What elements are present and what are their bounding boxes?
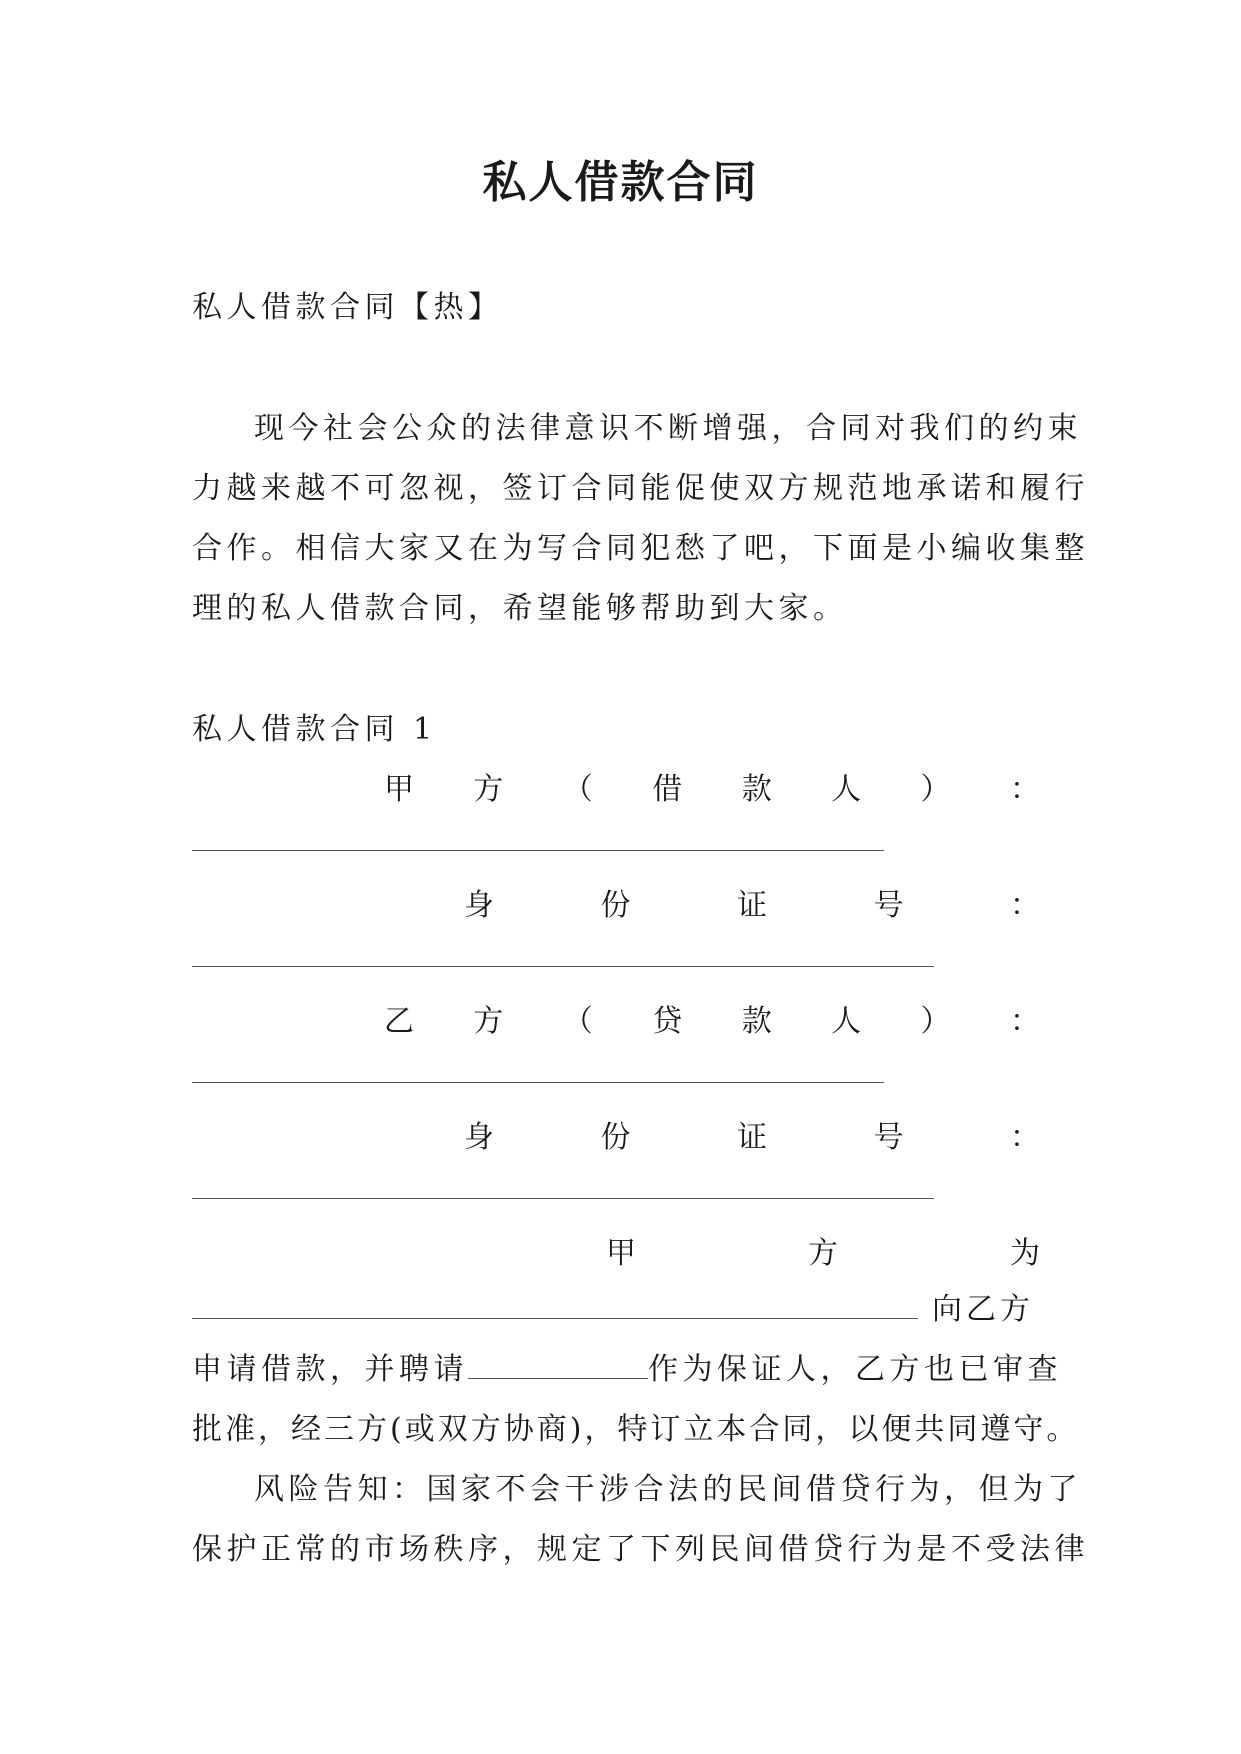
intro-line-3: 合作。相信大家又在为写合同犯愁了吧，下面是小编收集整	[192, 531, 1089, 566]
party-b-char: 人	[831, 1004, 862, 1039]
party-b-char: （	[562, 1004, 593, 1039]
intro-line-4: 理的私人借款合同，希望能够帮助到大家。	[192, 591, 848, 626]
risk-line-2: 保护正常的市场秩序，规定了下列民间借贷行为是不受法律	[192, 1532, 1089, 1567]
party-b-char: 贷	[652, 1004, 683, 1039]
id-a-char: 份	[600, 888, 631, 923]
purpose-row	[606, 1234, 1040, 1274]
document-subtitle: 私人借款合同【热】	[192, 290, 503, 325]
purpose-char: 甲	[606, 1236, 636, 1271]
intro-line-2: 力越来越不可忽视，签订合同能促使双方规范地承诺和履行	[192, 471, 1089, 506]
party-b-char: 方	[473, 1004, 504, 1039]
id-a-char: 身	[464, 888, 494, 923]
party-a-char: 甲	[384, 772, 414, 807]
party-b-blank-line	[192, 1082, 884, 1083]
party-a-char: 人	[831, 772, 862, 807]
document-title: 私人借款合同	[482, 157, 759, 208]
party-b-char: 乙	[384, 1004, 414, 1039]
clause-line-1	[192, 1350, 1062, 1390]
section-heading: 私人借款合同 1	[192, 712, 437, 747]
purpose-line	[192, 1290, 1058, 1330]
id-b-char: ：	[1010, 1120, 1040, 1155]
party-a-char: （	[562, 772, 593, 807]
id-a-char: 号	[873, 888, 904, 923]
id-b-char: 号	[873, 1120, 904, 1155]
clause-line-1-start: 申请借款，并聘请	[192, 1352, 468, 1387]
party-b-label	[384, 1002, 1040, 1042]
risk-line-1: 风险告知：国家不会干涉合法的民间借贷行为，但为了	[254, 1472, 1082, 1507]
id-b-char: 份	[600, 1120, 631, 1155]
id-b-char: 身	[464, 1120, 494, 1155]
party-a-char: 款	[741, 772, 772, 807]
party-a-char: ）	[920, 772, 951, 807]
purpose-tail: 向乙方	[932, 1292, 1034, 1327]
party-b-char: ）	[920, 1004, 951, 1039]
guarantor-blank	[468, 1352, 648, 1379]
party-b-char: ：	[1009, 1004, 1040, 1039]
party-a-id-blank-line	[192, 966, 934, 967]
party-b-id-label	[464, 1118, 1040, 1158]
party-a-id-label	[464, 886, 1040, 926]
party-b-char: 款	[741, 1004, 772, 1039]
party-b-id-blank-line	[192, 1198, 934, 1199]
party-a-char: 借	[652, 772, 683, 807]
clause-line-1-end: 作为保证人，乙方也已审查	[648, 1352, 1062, 1387]
id-a-char: ：	[1010, 888, 1040, 923]
party-a-char: 方	[473, 772, 504, 807]
purpose-blank	[192, 1292, 918, 1319]
intro-line-1: 现今社会公众的法律意识不断增强，合同对我们的约束	[254, 411, 1082, 446]
id-a-char: 证	[737, 888, 767, 923]
party-a-blank-line	[192, 850, 884, 851]
purpose-char: 方	[808, 1236, 838, 1271]
party-a-char: ：	[1009, 772, 1040, 807]
purpose-char: 为	[1010, 1236, 1040, 1271]
id-b-char: 证	[737, 1120, 767, 1155]
clause-line-2: 批准，经三方(或双方协商)，特订立本合同，以便共同遵守。	[192, 1412, 1080, 1447]
party-a-label	[384, 770, 1040, 810]
